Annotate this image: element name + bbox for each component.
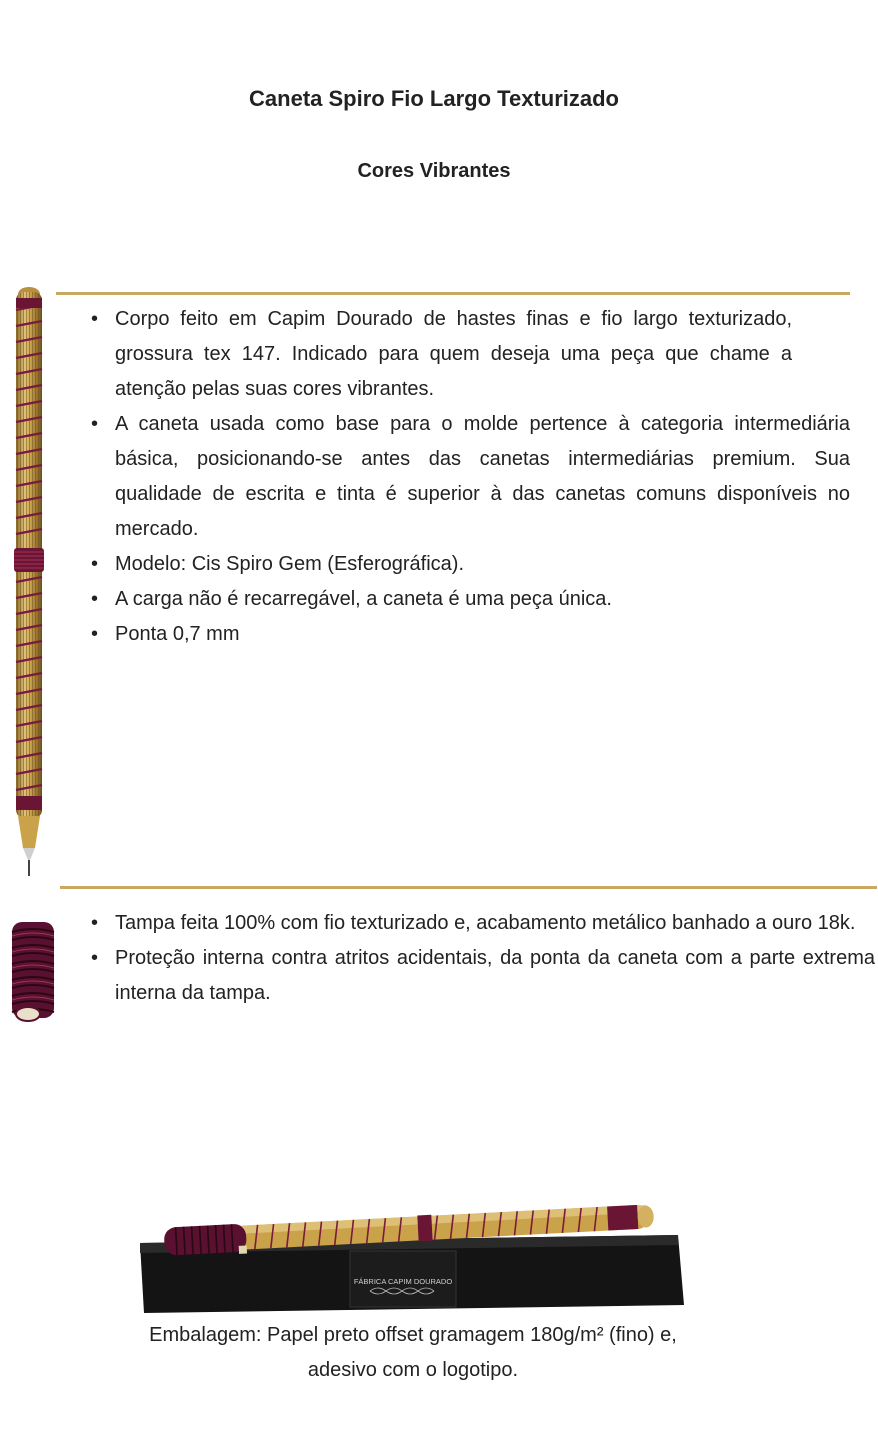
cap-features-list bbox=[85, 906, 875, 1011]
page-title: Caneta Spiro Fio Largo Texturizado bbox=[249, 86, 619, 111]
packaging-image bbox=[138, 1205, 688, 1317]
caption-line: adesivo com o logotipo. bbox=[307, 1359, 519, 1381]
list-item: • Modelo: Cis Spiro Gem (Esferográfica). bbox=[85, 547, 850, 582]
logo-label: FÁBRICA CAPIM DOURADO bbox=[353, 1277, 453, 1286]
caption-line: Embalagem: Papel preto offset gramagem 180g/m² (fino) e, bbox=[149, 1324, 677, 1346]
list-item: • A carga não é recarregável, a caneta é uma peça única. bbox=[85, 582, 850, 617]
gold-divider-bottom bbox=[60, 886, 877, 889]
list-item: • A caneta usada como base para o molde pertence à categoria intermediária básica, posicionando-se antes das canetas intermediárias premium. Sua qualidade de escrita e tinta é superior à das canetas comuns disponíveis no mercado. bbox=[85, 407, 850, 547]
list-item: • Tampa feita 100% com fio texturizado e, acabamento metálico banhado a ouro 18k. bbox=[85, 906, 875, 941]
pen-image bbox=[8, 286, 50, 878]
list-item: • Proteção interna contra atritos acidentais, da ponta da caneta com a parte extrema interna da tampa. bbox=[85, 941, 875, 1011]
list-item: • Ponta 0,7 mm bbox=[85, 617, 850, 652]
page-subtitle: Cores Vibrantes bbox=[357, 160, 511, 182]
pen-features-list bbox=[85, 302, 850, 652]
gold-divider-top bbox=[56, 292, 850, 295]
cap-image bbox=[6, 916, 58, 1026]
packaging-caption bbox=[0, 1318, 826, 1388]
list-item: • Corpo feito em Capim Dourado de hastes finas e fio largo texturizado, grossura tex 147. Indicado para quem deseja uma peça que chame a atenção pelas suas cores vibrantes. bbox=[85, 302, 850, 407]
